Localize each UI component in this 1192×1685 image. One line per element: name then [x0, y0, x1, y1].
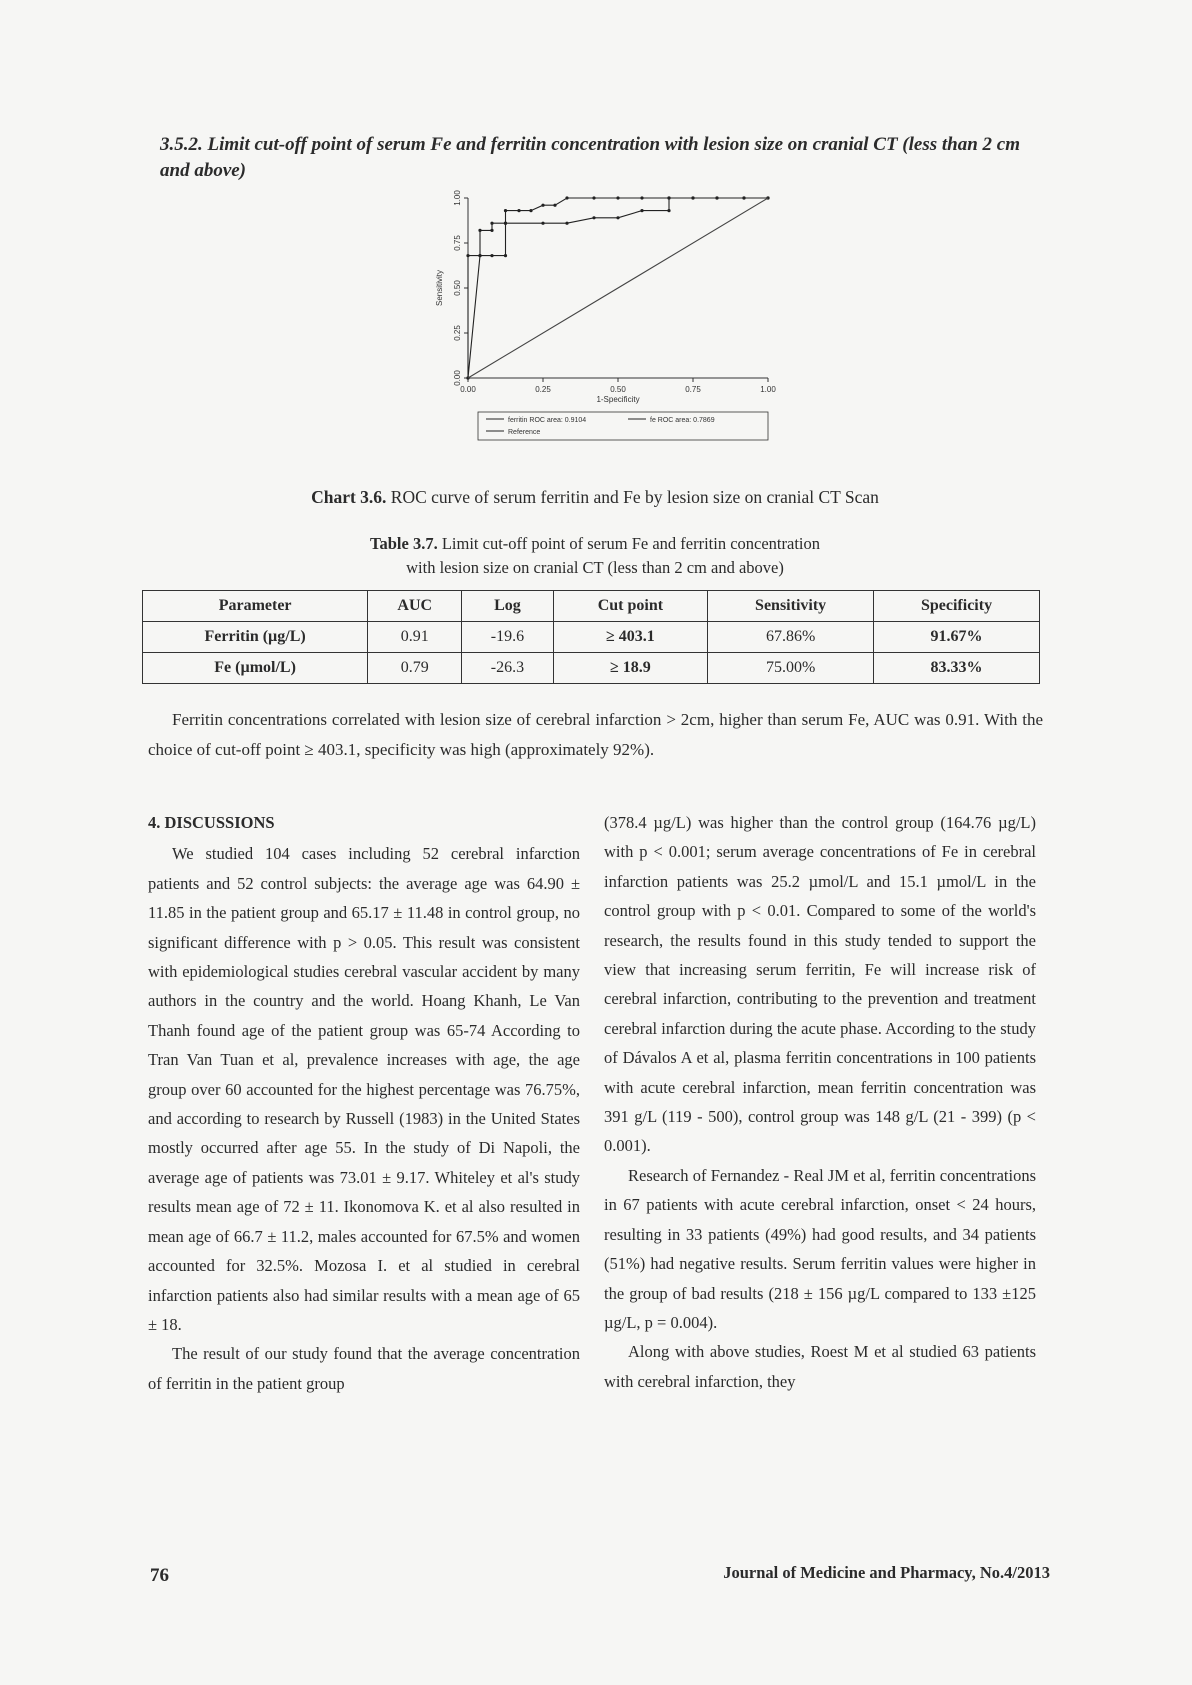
table-cell: -19.6	[462, 622, 553, 653]
section-title: 3.5.2. Limit cut-off point of serum Fe and ferritin concentration with lesion size on cranial CT (less than 2 cm and above)	[160, 134, 1021, 181]
table-cell: 67.86%	[708, 622, 874, 653]
journal-footer: Journal of Medicine and Pharmacy, No.4/2013	[723, 1563, 1050, 1582]
y-axis-label: Sensitivity	[435, 269, 444, 307]
data-point	[667, 209, 670, 212]
legend-label: fe ROC area: 0.7869	[650, 417, 715, 424]
data-point	[565, 196, 568, 199]
paragraph: Research of Fernandez - Real JM et al, ferritin concentrations in 67 patients with acute cerebral infarction, onset < 24 hours, resulting in 33 patients (49%) had good results, and 34 patients (51%) had negative results. Serum ferritin values were higher in the group of bad results (218 ± 156 µg/L compared to 133 ±125 µg/L, p = 0.004).	[604, 1165, 1036, 1332]
legend-label: Reference	[508, 429, 541, 436]
table-cell: Ferritin (µg/L)	[143, 622, 368, 653]
table-caption	[200, 532, 990, 580]
table-cell: -26.3	[462, 653, 553, 684]
y-tick-label: 0.50	[453, 280, 462, 296]
data-point	[667, 196, 670, 199]
table-header-row	[143, 591, 1040, 622]
paragraph: (378.4 µg/L) was higher than the control group (164.76 µg/L) with p < 0.001; serum average concentrations of Fe in cerebral infarction patients was 25.2 µmol/L and 15.1 µmol/L in the control group with p < 0.01. Compared to some of the world's research, the results found in this study tended to support the view that increasing serum ferritin, Fe will increase risk of cerebral infarction, contributing to the prevention and treatment cerebral infarction during the acute phase. According to the study of Dávalos A et al, plasma ferritin concentrations in 100 patients with acute cerebral infarction, mean ferritin concentration was 391 g/L (119 - 500), control group was 148 g/L (21 - 399) (p < 0.001).	[604, 813, 1036, 1156]
table-row	[143, 622, 1040, 653]
table-row	[143, 653, 1040, 684]
data-point	[640, 196, 643, 199]
data-point	[529, 209, 532, 212]
chart-caption	[150, 487, 1040, 508]
chart-caption-text: ROC curve of serum ferritin and Fe by lesion size on cranial CT Scan	[386, 487, 879, 507]
table-caption-line1	[200, 532, 990, 556]
data-point	[504, 222, 507, 225]
page-number: 76	[150, 1565, 169, 1586]
data-point	[592, 216, 595, 219]
data-point	[478, 229, 481, 232]
data-point	[742, 196, 745, 199]
data-point	[504, 209, 507, 212]
data-point	[592, 196, 595, 199]
x-tick-label: 0.25	[535, 385, 551, 394]
table-cell: 0.79	[368, 653, 462, 684]
series-line-2	[468, 198, 768, 378]
paragraph: We studied 104 cases including 52 cerebral infarction patients and 52 control subjects: the average age was 64.90 ± 11.85 in the patient group and 65.17 ± 11.48 in control group, no significant difference with p > 0.05. This result was consistent with epidemiological studies cerebral vascular accident by many authors in the country and the world. Hoang Khanh, Le Van Thanh found age of the patient group was 65-74 According to Tran Van Tuan et al, prevalence increases with age, the age group over 60 accounted for the highest percentage was 76.75%, and according to research by Russell (1983) in the United States mostly occurred after age 55. In the study of Di Napoli, the average age of patients was 73.01 ± 9.17. Whiteley et al's study results mean age of 72 ± 11. Ikonomova K. et al also resulted in mean age of 66.7 ± 11.2, males accounted for 67.5% and women accounted for 32.5%. Mozosa I. et al studied in cerebral infarction patients also had similar results with a mean age of 65 ± 18.	[148, 844, 580, 1334]
data-point	[517, 209, 520, 212]
data-point	[715, 196, 718, 199]
y-tick-label: 0.00	[453, 370, 462, 386]
data-point	[640, 209, 643, 212]
paragraph: The result of our study found that the average concentration of ferritin in the patient group	[148, 1344, 580, 1393]
x-tick-label: 0.50	[610, 385, 626, 394]
table-cell: Fe (µmol/L)	[143, 653, 368, 684]
table-cell: ≥ 403.1	[553, 622, 708, 653]
table-caption-text: Limit cut-off point of serum Fe and ferritin concentration	[437, 534, 820, 553]
table-cell: 83.33%	[874, 653, 1040, 684]
right-column	[604, 808, 1036, 1396]
x-tick-label: 1.00	[760, 385, 776, 394]
table-cell: 91.67%	[874, 622, 1040, 653]
table-caption-line2: with lesion size on cranial CT (less than 2 cm and above)	[406, 558, 784, 577]
y-tick-label: 0.25	[453, 325, 462, 341]
paragraph: Along with above studies, Roest M et al studied 63 patients with cerebral infarction, they	[604, 1342, 1036, 1391]
x-tick-label: 0.00	[460, 385, 476, 394]
data-point	[541, 222, 544, 225]
data-point	[616, 216, 619, 219]
data-point	[490, 222, 493, 225]
data-point	[541, 204, 544, 207]
data-point	[565, 222, 568, 225]
chart-caption-label: Chart 3.6.	[311, 487, 387, 507]
results-table	[142, 590, 1040, 684]
y-tick-label: 1.00	[453, 190, 462, 206]
data-point	[478, 254, 481, 257]
data-point	[553, 204, 556, 207]
col-header: Cut point	[553, 591, 708, 622]
y-tick-label: 0.75	[453, 235, 462, 251]
col-header: Specificity	[874, 591, 1040, 622]
table-cell: 0.91	[368, 622, 462, 653]
left-column	[148, 808, 580, 1398]
table-caption-label: Table 3.7.	[370, 534, 438, 553]
table-cell: ≥ 18.9	[553, 653, 708, 684]
table-cell: 75.00%	[708, 653, 874, 684]
discussion-heading: 4. DISCUSSIONS	[148, 813, 275, 832]
data-point	[504, 254, 507, 257]
legend-label: ferritin ROC area: 0.9104	[508, 417, 587, 424]
x-axis-label: 1-Specificity	[596, 395, 640, 404]
data-point	[490, 254, 493, 257]
col-header: Log	[462, 591, 553, 622]
col-header: Parameter	[143, 591, 368, 622]
data-point	[490, 229, 493, 232]
x-tick-label: 0.75	[685, 385, 701, 394]
results-paragraph: Ferritin concentrations correlated with lesion size of cerebral infarction > 2cm, higher than serum Fe, AUC was 0.91. With the choice of cut-off point ≥ 403.1, specificity was high (approximately 92%).	[148, 710, 1043, 759]
roc-chart	[418, 188, 798, 460]
data-point	[616, 196, 619, 199]
col-header: Sensitivity	[708, 591, 874, 622]
data-point	[466, 254, 469, 257]
col-header: AUC	[368, 591, 462, 622]
data-point	[691, 196, 694, 199]
